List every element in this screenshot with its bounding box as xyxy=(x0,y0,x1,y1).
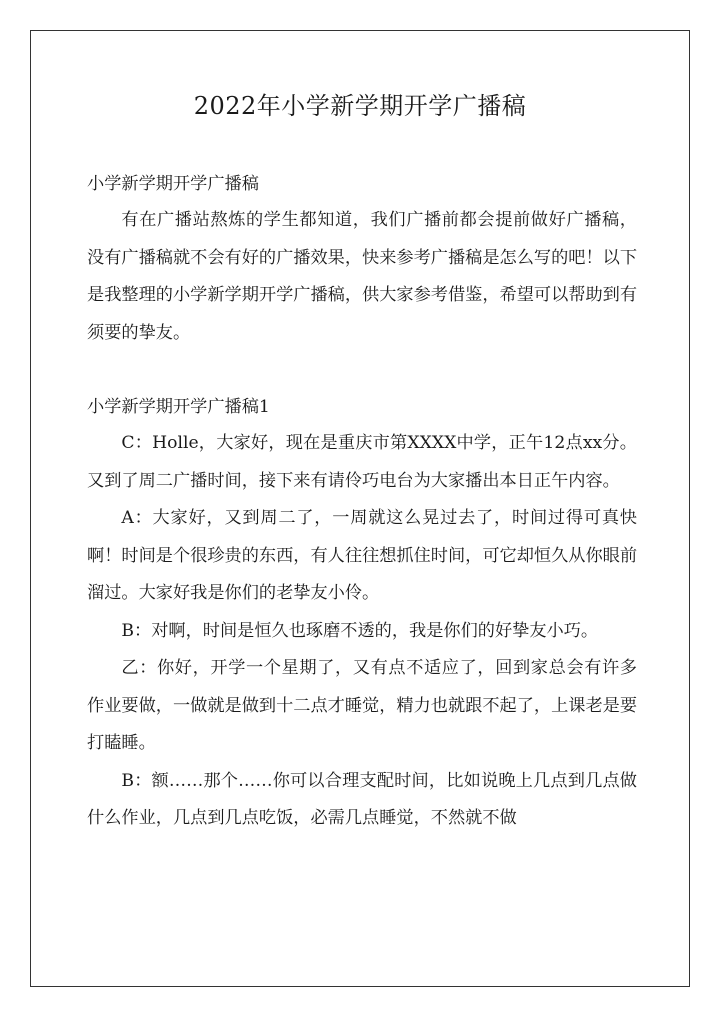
broadcast-subheading: 小学新学期开学广播稿1 xyxy=(87,397,270,417)
paragraph-gap xyxy=(87,352,637,389)
dialogue-paragraph: A：大家好，又到周二了，一周就这么晃过去了，时间过得可真快啊！时间是个很珍贵的东西，有人往往想抓住时间，可它却恒久从你眼前溜过。大家好我是你们的老挚友小伶。 xyxy=(87,508,638,603)
document-title: 2022年小学新学期开学广播稿 xyxy=(193,92,527,120)
dialogue-paragraph: C：Holle，大家好，现在是重庆市第XXXX中学，正午12点xx分。又到了周二广播时间，接下来有请伶巧电台为大家播出本日正午内容。 xyxy=(87,433,637,491)
intro-paragraph: 有在广播站熬炼的学生都知道，我们广播前都会提前做好广播稿，没有广播稿就不会有好的广播效果，快来参考广播稿是怎么写的吧！以下是我整理的小学新学期开学广播稿，供大家参考借鉴，希望可以帮助到有须要的挚友。 xyxy=(87,210,638,343)
dialogue-paragraph: B：对啊，时间是恒久也琢磨不透的，我是你们的好挚友小巧。 xyxy=(121,620,599,641)
document-body xyxy=(87,166,637,838)
dialogue-paragraph: 乙：你好，开学一个星期了，又有点不适应了，回到家总会有许多作业要做，一做就是做到十二点才睡觉，精力也就跟不起了，上课老是要打瞌睡。 xyxy=(87,658,638,753)
dialogue-paragraph: B：额……那个……你可以合理支配时间，比如说晚上几点到几点做什么作业，几点到几点吃饭，必需几点睡觉，不然就不做 xyxy=(87,770,637,828)
section-heading: 小学新学期开学广播稿 xyxy=(87,174,259,194)
